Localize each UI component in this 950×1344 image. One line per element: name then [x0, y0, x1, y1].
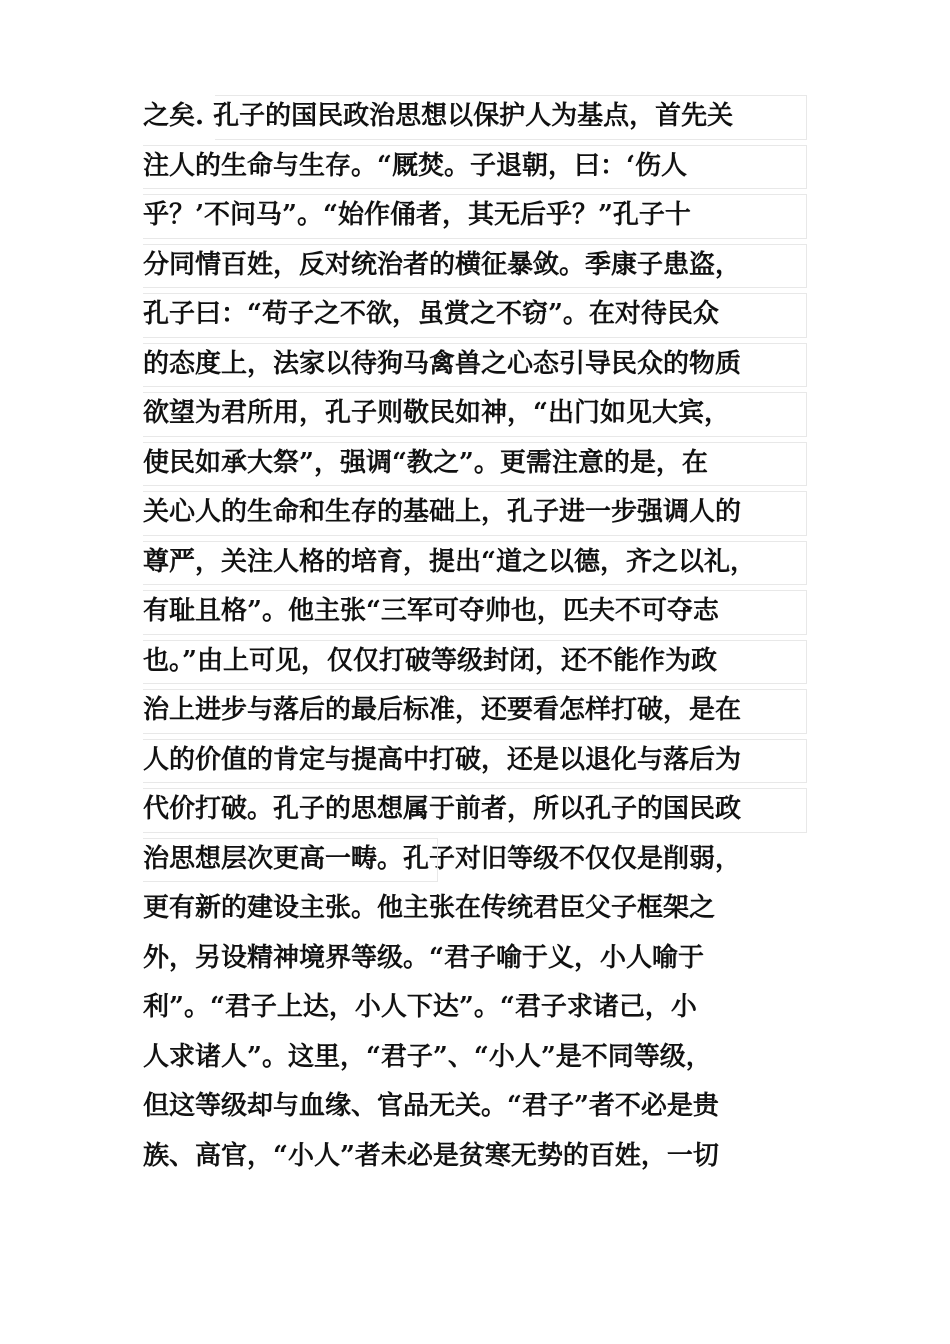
text-line: 人求诸人”。这里，“君子”、“小人”是不同等级，	[143, 1041, 712, 1072]
body-text	[143, 92, 813, 1181]
text-line: 孔子曰：“苟子之不欲，虽赏之不窃”。在对待民众	[143, 290, 813, 340]
text-line: 欲望为君所用，孔子则敬民如神，“出门如见大宾，	[143, 389, 813, 439]
text-line: 族、高官，“小人”者未必是贫寒无势的百姓，一切	[143, 1140, 719, 1171]
text-line: 人的价值的肯定与提高中打破，还是以退化与落后为	[143, 736, 813, 786]
text-line: 有耻且格”。他主张“三军可夺帅也，匹夫不可夺志	[143, 587, 813, 637]
text-line: 尊严，关注人格的培育，提出“道之以德，齐之以礼，	[143, 538, 813, 588]
text-line: 更有新的建设主张。他主张在传统君臣父子框架之	[143, 893, 716, 923]
text-line: 代价打破。孔子的思想属于前者，所以孔子的国民政	[143, 785, 813, 835]
text-line: 使民如承大祭”，强调“教之”。更需注意的是，在	[143, 439, 813, 489]
text-line: 的态度上，法家以待狗马禽兽之心态引导民众的物质	[143, 340, 813, 390]
text-line: 外，另设精神境界等级。“君子喻于义，小人喻于	[143, 942, 704, 973]
text-line: 治上进步与落后的最后标准，还要看怎样打破，是在	[143, 686, 813, 736]
text-line: 关心人的生命和生存的基础上，孔子进一步强调人的	[143, 488, 813, 538]
text-line: 利”。“君子上达，小人下达”。“君子求诸己，小	[143, 992, 697, 1022]
text-line: 之矣. 孔子的国民政治思想以保护人为基点，首先关	[143, 92, 813, 142]
text-line: 也。”由上可见，仅仅打破等级封闭，还不能作为政	[143, 637, 813, 687]
text-line: 分同情百姓，反对统治者的横征暴敛。季康子患盗，	[143, 241, 813, 291]
text-line: 注人的生命与生存。“厩焚。子退朝，曰：‘伤人	[143, 142, 813, 192]
text-line: 治思想层次更高一畴。孔子对旧等级不仅仅是削弱，	[143, 835, 813, 885]
text-line: 乎？’不问马”。“始作俑者，其无后乎？”孔子十	[143, 191, 813, 241]
text-line: 但这等级却与血缘、官品无关。“君子”者不必是贵	[143, 1091, 719, 1121]
